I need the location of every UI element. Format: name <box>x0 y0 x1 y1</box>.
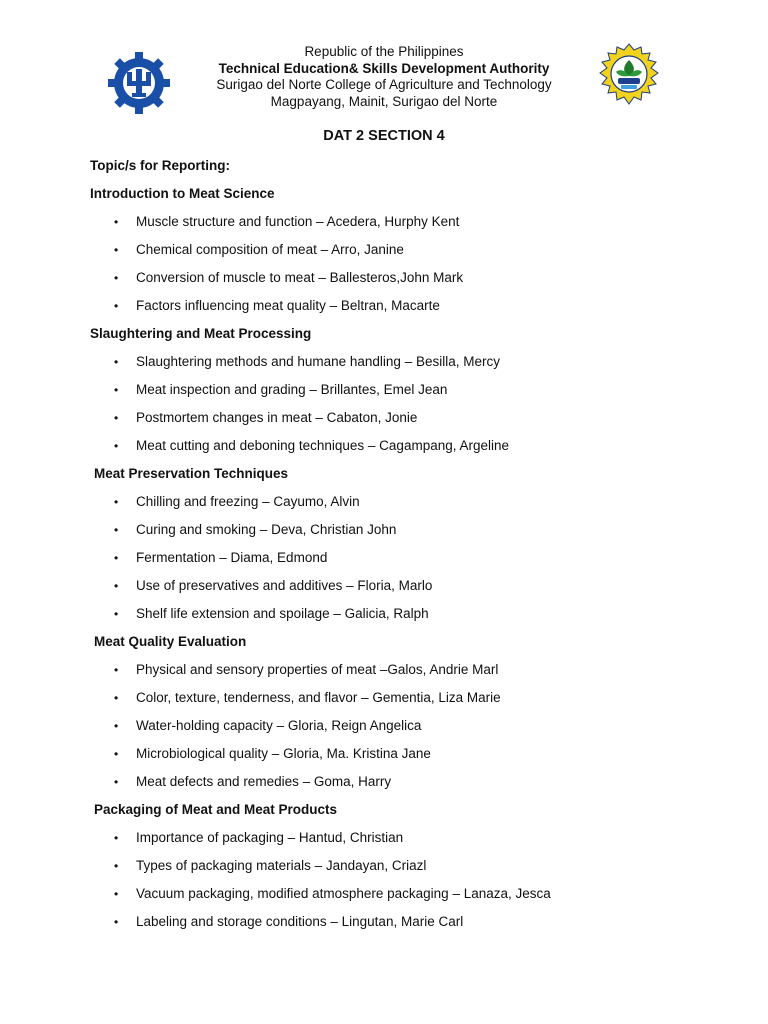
topics-label: Topic/s for Reporting: <box>90 158 230 173</box>
bullet-icon: • <box>114 887 119 901</box>
section-heading: Meat Preservation Techniques <box>94 466 289 481</box>
list-item-text: Chemical composition of meat – Arro, Janine <box>136 242 404 257</box>
section-heading: Meat Quality Evaluation <box>94 634 247 649</box>
list-item <box>90 516 730 544</box>
list-item-text: Shelf life extension and spoilage – Galicia, Ralph <box>136 606 429 621</box>
letterhead-republic: Republic of the Philippines <box>304 44 464 59</box>
list-item-text: Meat cutting and deboning techniques – Cagampang, Argeline <box>136 438 510 453</box>
section-heading: Slaughtering and Meat Processing <box>90 326 312 341</box>
bullet-icon: • <box>114 495 119 509</box>
list-item-text: Slaughtering methods and humane handling – Besilla, Mercy <box>136 354 500 369</box>
list-item-text: Vacuum packaging, modified atmosphere packaging – Lanaza, Jesca <box>136 886 551 901</box>
bullet-icon: • <box>114 299 119 313</box>
bullet-icon: • <box>114 439 119 453</box>
bullet-icon: • <box>114 355 119 369</box>
list-item-text: Meat inspection and grading – Brillantes, Emel Jean <box>136 382 448 397</box>
topic-list <box>90 208 730 320</box>
bullet-icon: • <box>114 411 119 425</box>
list-item-text: Postmortem changes in meat – Cabaton, Jonie <box>136 410 418 425</box>
list-item-text: Conversion of muscle to meat – Ballesteros,John Mark <box>136 270 464 285</box>
list-item <box>90 236 730 264</box>
bullet-icon: • <box>114 523 119 537</box>
list-item-text: Water-holding capacity – Gloria, Reign Angelica <box>136 718 422 733</box>
list-item <box>90 404 730 432</box>
bullet-icon: • <box>114 215 119 229</box>
bullet-icon: • <box>114 663 119 677</box>
bullet-icon: • <box>114 915 119 929</box>
bullet-icon: • <box>114 271 119 285</box>
list-item <box>90 264 730 292</box>
section-heading: Introduction to Meat Science <box>90 186 275 201</box>
list-item <box>90 292 730 320</box>
bullet-icon: • <box>114 747 119 761</box>
list-item <box>90 544 730 572</box>
section-heading: Packaging of Meat and Meat Products <box>94 802 338 817</box>
document-body <box>90 152 730 936</box>
bullet-icon: • <box>114 607 119 621</box>
list-item <box>90 684 730 712</box>
list-item-text: Muscle structure and function – Acedera, Hurphy Kent <box>136 214 460 229</box>
bullet-icon: • <box>114 551 119 565</box>
list-item-text: Physical and sensory properties of meat –Galos, Andrie Marl <box>136 662 499 677</box>
list-item <box>90 656 730 684</box>
bullet-icon: • <box>114 831 119 845</box>
topic-list <box>90 824 730 936</box>
bullet-icon: • <box>114 243 119 257</box>
list-item <box>90 768 730 796</box>
letterhead-college: Surigao del Norte College of Agriculture and Technology <box>216 77 552 92</box>
bullet-icon: • <box>114 859 119 873</box>
list-item <box>90 488 730 516</box>
bullet-icon: • <box>114 383 119 397</box>
list-item <box>90 712 730 740</box>
list-item <box>90 376 730 404</box>
list-item-text: Curing and smoking – Deva, Christian John <box>136 522 397 537</box>
list-item <box>90 824 730 852</box>
list-item-text: Fermentation – Diama, Edmond <box>136 550 328 565</box>
list-item <box>90 740 730 768</box>
list-item-text: Labeling and storage conditions – Lingutan, Marie Carl <box>136 914 464 929</box>
list-item-text: Factors influencing meat quality – Beltran, Macarte <box>136 298 440 313</box>
list-item-text: Color, texture, tenderness, and flavor – Gementia, Liza Marie <box>136 690 501 705</box>
list-item-text: Types of packaging materials – Jandayan, Criazl <box>136 858 427 873</box>
list-item-text: Microbiological quality – Gloria, Ma. Kristina Jane <box>136 746 431 761</box>
list-item <box>90 880 730 908</box>
list-item <box>90 852 730 880</box>
list-item-text: Meat defects and remedies – Goma, Harry <box>136 774 392 789</box>
list-item-text: Importance of packaging – Hantud, Christian <box>136 830 404 845</box>
list-item <box>90 600 730 628</box>
topic-list <box>90 488 730 628</box>
letterhead-agency: Technical Education& Skills Development Authority <box>218 60 550 76</box>
list-item <box>90 208 730 236</box>
letterhead-address: Magpayang, Mainit, Surigao del Norte <box>270 93 498 109</box>
bullet-icon: • <box>114 579 119 593</box>
bullet-icon: • <box>114 719 119 733</box>
bullet-icon: • <box>114 775 119 789</box>
bullet-icon: • <box>114 691 119 705</box>
list-item <box>90 432 730 460</box>
document-title: DAT 2 SECTION 4 <box>323 128 445 144</box>
list-item <box>90 348 730 376</box>
list-item-text: Chilling and freezing – Cayumo, Alvin <box>136 494 360 509</box>
list-item <box>90 908 730 936</box>
topic-list <box>90 348 730 460</box>
letterhead <box>0 44 768 110</box>
list-item <box>90 572 730 600</box>
topic-list <box>90 656 730 796</box>
list-item-text: Use of preservatives and additives – Floria, Marlo <box>136 578 433 593</box>
